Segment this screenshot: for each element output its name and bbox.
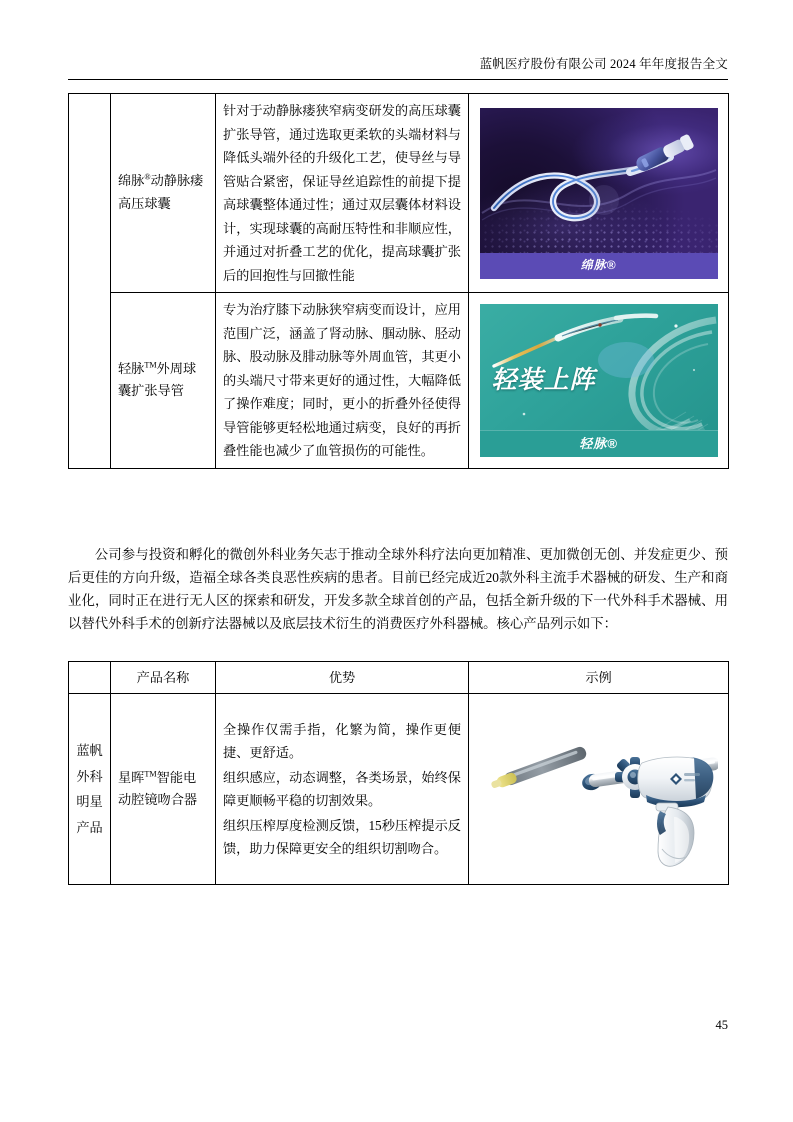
page-header-title: 蓝帆医疗股份有限公司 2024 年年度报告全文 [479, 57, 728, 71]
product-name-cell [111, 293, 216, 469]
product-sample-cell [469, 293, 729, 469]
advantage-item: 全操作仅需手指，化繁为简，操作更便捷、更舒适。 [223, 721, 461, 761]
endoscopic-stapler-illustration [480, 699, 718, 879]
mianmai-balloon-catheter-photo [480, 108, 718, 279]
product-sample-cell [469, 694, 729, 885]
trademark-mark: TM [144, 360, 157, 370]
xinghui-electric-endoscopic-stapler-photo [480, 699, 718, 879]
table-row [69, 94, 729, 293]
brand-bar [480, 430, 718, 457]
advantage-item: 组织感应，动态调整，各类场景，始终保障更顺畅平稳的切割效果。 [223, 769, 461, 809]
product-name-cell [111, 94, 216, 293]
product-name-prefix: 星晖 [118, 769, 145, 785]
product-sample-cell [469, 94, 729, 293]
brand-bar [480, 253, 718, 279]
product-description-cell: 专为治疗膝下动脉狭窄病变而设计，应用范围广泛，涵盖了肾动脉、腘动脉、胫动脉、股动脉及腓动脉等外周血管，其更小的头端尺寸带来更好的通过性，大幅降低了操作难度；同时，更小的折叠外径使得导管能够更轻松地通过病变，良好的再折叠性能也减少了血管损伤的可能性。 [216, 293, 469, 469]
product-name-cell [111, 694, 216, 885]
body-paragraph: 公司参与投资和孵化的微创外科业务矢志于推动全球外科疗法向更加精准、更加微创无创、并发症更少、预后更佳的方向升级，造福全球各类良恶性疾病的患者。目前已经完成近20款外科主流手术器械的研发、生产和商业化，同时正在进行无人区的探索和研发，开发多款全球首创的产品，包括全新升级的下一代外科手术器械、用以替代外科手术的创新疗法器械以及底层技术衍生的消费医疗外科器械。核心产品列示如下： [68, 547, 728, 632]
product-name-suffix: 外周球囊扩张导管 [118, 360, 197, 399]
product-description-cell: 针对于动静脉瘘狭窄病变研发的高压球囊扩张导管，通过选取更柔软的头端材料与降低头端外径的升级化工艺，使导丝与导管贴合紧密，保证导丝追踪性的前提下提高球囊整体通过性；通过双层囊体材料设计，实现球囊的高耐压特性和非顺应性，并通过对折叠工艺的优化，提高球囊扩张后的回抱性与回撤性能 [216, 94, 469, 293]
group-label-cell [69, 94, 111, 469]
qingmai-peripheral-balloon-photo [480, 304, 718, 457]
header-sample: 示例 [469, 662, 729, 694]
balloon-catheter-illustration [480, 108, 718, 253]
product-name-suffix: 动静脉瘘高压球囊 [118, 173, 204, 211]
header-product-name: 产品名称 [111, 662, 216, 694]
product-name-prefix: 绵脉 [118, 173, 145, 189]
table-header-row [69, 662, 729, 694]
page-number: 45 [715, 1018, 728, 1032]
table-row [69, 694, 729, 885]
header-group-cell [69, 662, 111, 694]
group-label-cell: 蓝帆外科明星产品 [69, 694, 111, 885]
brand-text: 绵脉® [580, 257, 617, 272]
product-advantages-cell [216, 694, 469, 885]
table-row [69, 293, 729, 469]
registered-mark: ® [144, 172, 151, 182]
promo-headline: 轻装上阵 [491, 365, 596, 394]
brand-text: 轻脉® [579, 436, 618, 452]
header-divider-rule [68, 79, 728, 80]
product-name-prefix: 轻脉 [118, 360, 145, 376]
vascular-products-table [68, 93, 729, 469]
header-advantage: 优势 [216, 662, 469, 694]
trademark-mark: TM [144, 769, 157, 779]
product-name-suffix: 智能电动腔镜吻合器 [118, 769, 198, 808]
surgical-products-table [68, 661, 729, 885]
advantage-item: 组织压榨厚度检测反馈，15秒压榨提示反馈，助力保障更安全的组织切割吻合。 [223, 817, 461, 857]
